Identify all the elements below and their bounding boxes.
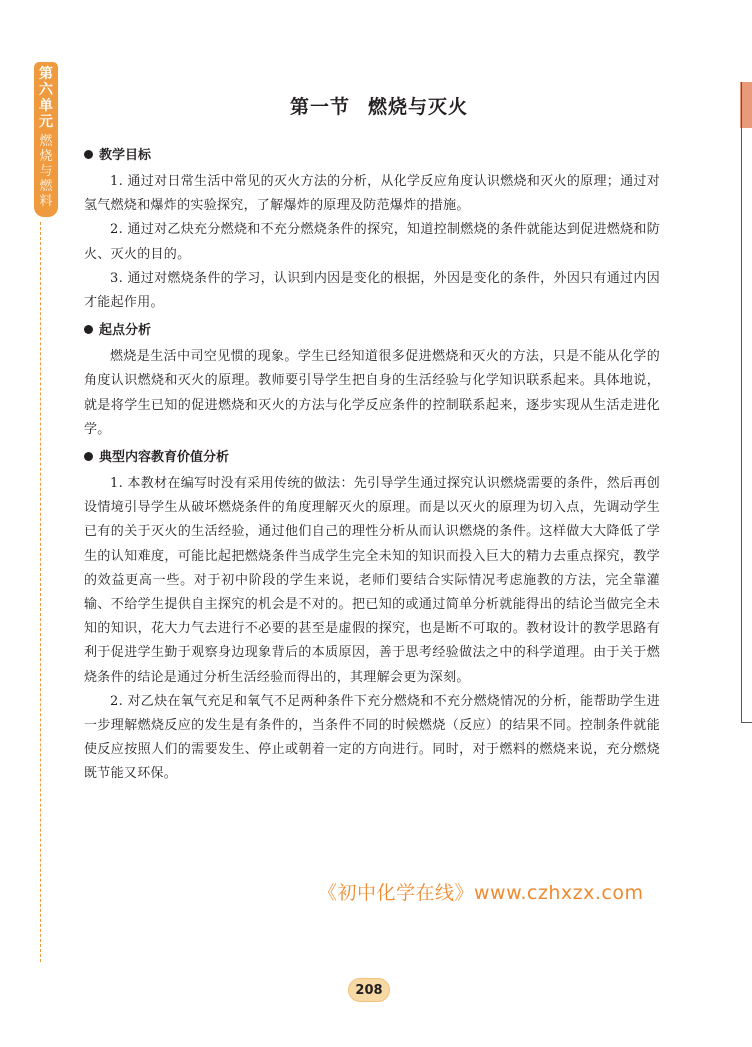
section-heading-value-analysis: 典型内容教育价值分析 — [84, 448, 660, 467]
paragraph: 1. 通过对日常生活中常见的灭火方法的分析，从化学反应角度认识燃烧和灭火的原理；通过对氢气燃烧和爆炸的实验探究，了解爆炸的原理及防范爆炸的措施。 — [84, 174, 660, 214]
bullet-icon — [84, 452, 93, 461]
bullet-icon — [84, 150, 93, 159]
page-number: 208 — [348, 978, 390, 1002]
bullet-icon — [84, 325, 93, 334]
right-edge-foot — [741, 722, 752, 723]
right-edge-line — [741, 82, 742, 722]
page-title — [98, 92, 660, 116]
margin-dashed-line — [40, 222, 41, 962]
section-heading-goals: 教学目标 — [84, 146, 660, 165]
unit-tab — [34, 62, 58, 217]
section-heading-starting-point: 起点分析 — [84, 321, 660, 340]
section-number: 第一节 — [289, 96, 350, 118]
section-name: 燃烧与灭火 — [368, 96, 469, 118]
unit-label: 第六单元 — [39, 66, 53, 130]
paragraph: 燃烧是生活中司空见惯的现象。学生已经知道很多促进燃烧和灭火的方法，只是不能从化学的角度认识燃烧和灭火的原理。教师要引导学生把自身的生活经验与化学知识联系起来。具体地说，就是将学生已知的促进燃烧和灭火的方法与化学反应条件的控制联系起来，逐步实现从生活走进化学。 — [84, 349, 660, 437]
paragraph: 1. 本教材在编写时没有采用传统的做法：先引导学生通过探究认识燃烧需要的条件，然后再创设情境引导学生从破坏燃烧条件的角度理解灭火的原理。而是以灭火的原理为切入点，先调动学生已有的关于灭火的生活经验，通过他们自己的理性分析从而认识燃烧的条件。这样做大大降低了学生的认知难度，可能比起把燃烧条件当成学生完全未知的知识而投入巨大的精力去重点探究，教学的效益更高一些。对于初中阶段的学生来说，老师们要结合实际情况考虑施教的方法，完全靠灌输、不给学生提供自主探究的机会是不对的。把已知的或通过简单分析就能得出的结论当做完全未知的知识，花大力气去进行不必要的甚至是虚假的探究，也是断不可取的。教材设计的教学思路有利于促进学生勤于观察身边现象背后的本质原因，善于思考经验做法之中的科学道理。由于关于燃烧条件的结论是通过分析生活经验而得出的，其理解会更为深刻。 — [84, 476, 660, 685]
paragraph: 2. 通过对乙炔充分燃烧和不充分燃烧条件的探究，知道控制燃烧的条件就能达到促进燃烧和防火、灭火的目的。 — [84, 222, 660, 262]
page-content — [84, 92, 660, 787]
paragraph: 3. 通过对燃烧条件的学习，认识到内因是变化的根据，外因是变化的条件，外因只有通过内因才能起作用。 — [84, 270, 660, 311]
watermark: 《初中化学在线》www.czhxzx.com — [318, 882, 644, 904]
paragraph: 2. 对乙炔在氧气充足和氧气不足两种条件下充分燃烧和不充分燃烧情况的分析，能帮助学生进一步理解燃烧反应的发生是有条件的，当条件不同的时候燃烧（反应）的结果不同。控制条件就能使反应按照人们的需要发生、停止或朝着一定的方向进行。同时，对于燃料的燃烧来说，充分燃烧既节能又环保。 — [84, 693, 660, 782]
unit-topic: 燃烧与燃料 — [39, 134, 53, 209]
